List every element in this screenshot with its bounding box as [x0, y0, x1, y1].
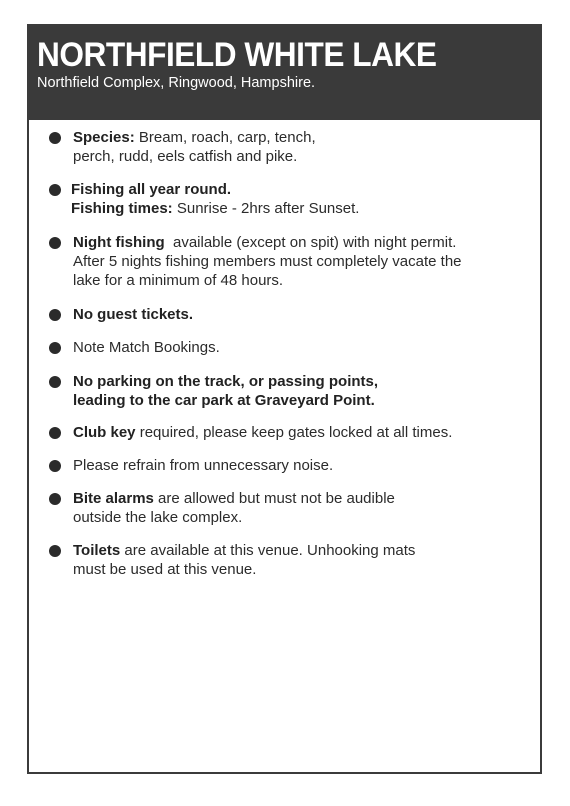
bullet-icon — [49, 184, 61, 196]
page-title: NORTHFIELD WHITE LAKE — [37, 36, 437, 74]
bullet-icon — [49, 460, 61, 472]
rule-text: No guest tickets. — [73, 306, 194, 323]
bullet-icon — [49, 493, 61, 505]
bullet-icon — [49, 545, 61, 557]
rule-text: Bite alarms are allowed but must not be audible outside the lake complex. — [73, 490, 395, 526]
rule-text: Species: Bream, roach, carp, tench, perch, rudd, eels catfish and pike. — [73, 129, 316, 165]
rule-text: Night fishing available (except on spit) with night permit. After 5 nights fishing members must completely vacate the lake for a minimum of 48 hours. — [73, 234, 462, 289]
rule-text: Fishing all year round. Fishing times: Sunrise - 2hrs after Sunset. — [71, 181, 360, 217]
rule-text: No parking on the track, or passing points, leading to the car park at Graveyard Point. — [73, 373, 379, 409]
rule-text: Note Match Bookings. — [73, 339, 220, 356]
header-banner — [29, 26, 540, 120]
bullet-icon — [49, 237, 61, 249]
location-subtitle: Northfield Complex, Ringwood, Hampshire. — [37, 75, 316, 91]
rules-card — [27, 24, 542, 774]
bullet-icon — [49, 309, 61, 321]
bullet-icon — [49, 132, 61, 144]
bullet-icon — [49, 342, 61, 354]
rule-label: Species: — [73, 129, 135, 146]
rule-text: Please refrain from unnecessary noise. — [73, 457, 334, 474]
bullet-icon — [49, 427, 61, 439]
rule-text: Club key required, please keep gates locked at all times. — [73, 424, 453, 441]
rule-text: Toilets are available at this venue. Unhooking mats must be used at this venue. — [73, 542, 416, 578]
bullet-icon — [49, 376, 61, 388]
